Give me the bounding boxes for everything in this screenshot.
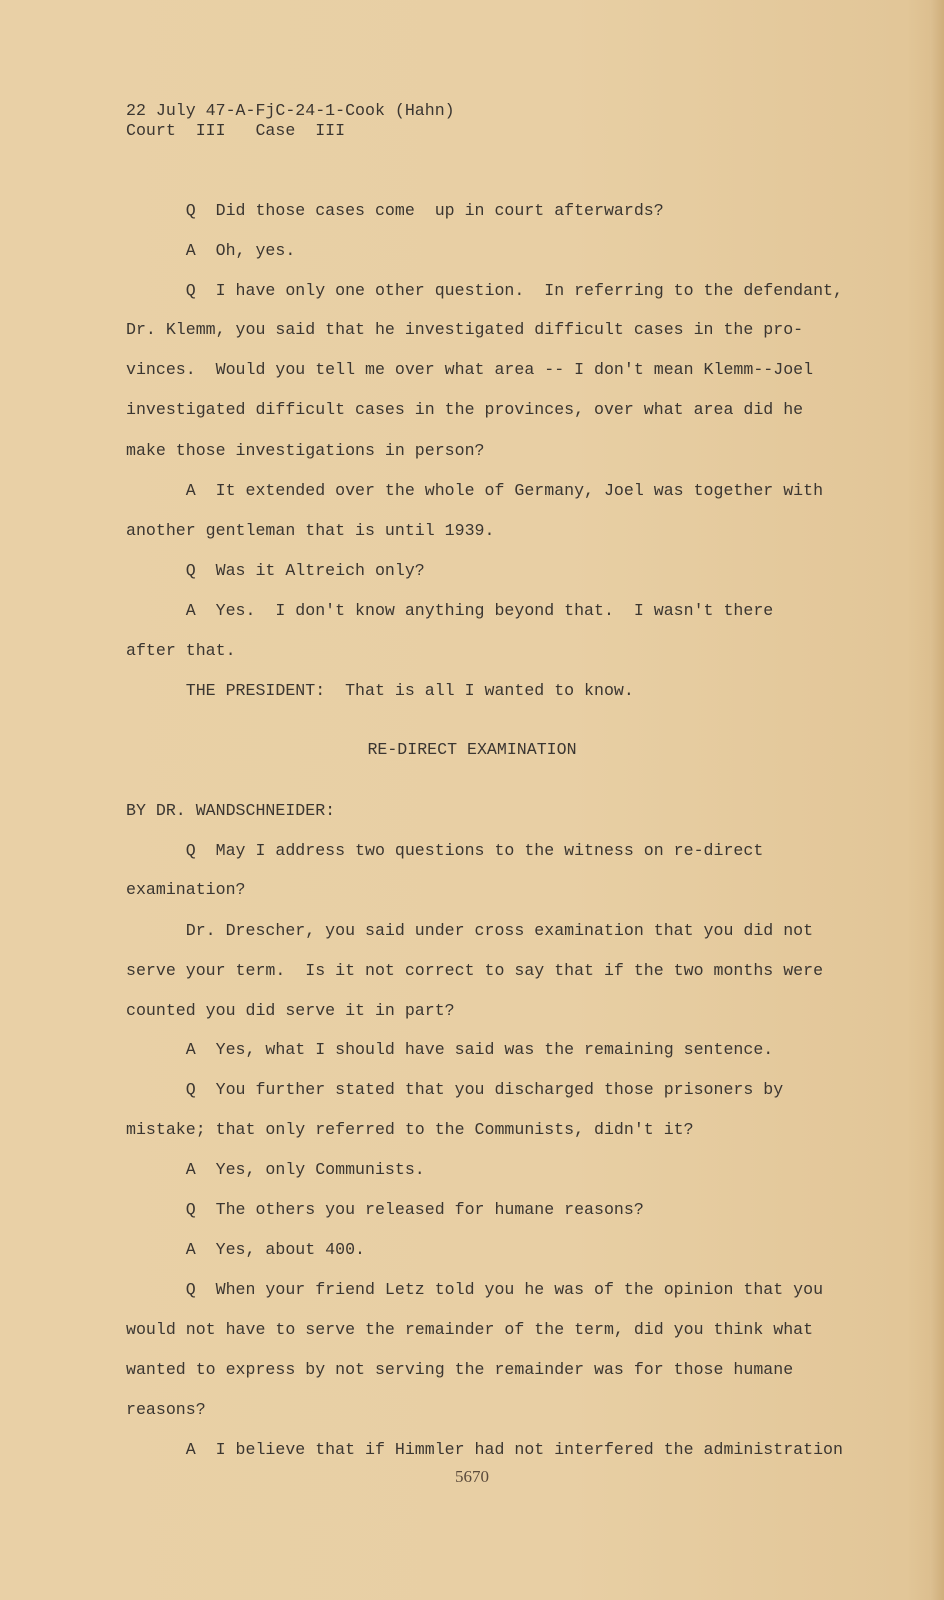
page-number: 5670 <box>455 1467 489 1486</box>
transcript-line: would not have to serve the remainder of the term, did you think what <box>126 1320 814 1339</box>
transcript-line: wanted to express by not serving the remainder was for those humane <box>126 1360 794 1379</box>
transcript-line: another gentleman that is until 1939. <box>126 521 495 540</box>
transcript-line: A Yes, about 400. <box>126 1240 365 1259</box>
transcript-line: Q The others you released for humane reasons? <box>126 1200 644 1219</box>
transcript-line: make those investigations in person? <box>126 441 485 460</box>
transcript-line: Q Did those cases come up in court afterwards? <box>126 201 664 220</box>
section-heading: RE-DIRECT EXAMINATION <box>367 740 577 759</box>
transcript-line: A Yes, only Communists. <box>126 1160 425 1179</box>
transcript-line: after that. <box>126 641 236 660</box>
transcript-line: Q May I address two questions to the witness on re-direct <box>126 841 764 860</box>
transcript-line: Q You further stated that you discharged those prisoners by <box>126 1080 784 1099</box>
transcript-line: A Oh, yes. <box>126 241 296 260</box>
header-court-case: Court III Case III <box>126 121 346 140</box>
transcript-line: counted you did serve it in part? <box>126 1001 455 1020</box>
transcript-line: vinces. Would you tell me over what area -- I don't mean Klemm--Joel <box>126 360 814 379</box>
header-case-reference: 22 July 47-A-FjC-24-1-Cook (Hahn) <box>126 101 455 120</box>
transcript-line: A I believe that if Himmler had not interfered the administration <box>126 1440 843 1459</box>
transcript-line: mistake; that only referred to the Communists, didn't it? <box>126 1120 694 1139</box>
examiner-label: BY DR. WANDSCHNEIDER: <box>126 801 336 820</box>
transcript-line: Dr. Drescher, you said under cross examination that you did not <box>126 921 814 940</box>
transcript-line: reasons? <box>126 1400 206 1419</box>
transcript-line: investigated difficult cases in the provinces, over what area did he <box>126 400 804 419</box>
page-edge <box>930 0 944 1600</box>
transcript-line: Q When your friend Letz told you he was of the opinion that you <box>126 1280 824 1299</box>
transcript-line: Dr. Klemm, you said that he investigated difficult cases in the pro- <box>126 320 804 339</box>
transcript-line: serve your term. Is it not correct to say that if the two months were <box>126 961 824 980</box>
transcript-line: A Yes, what I should have said was the remaining sentence. <box>126 1040 774 1059</box>
transcript-line: examination? <box>126 880 246 899</box>
transcript-line: Q Was it Altreich only? <box>126 561 425 580</box>
transcript-line: A Yes. I don't know anything beyond that. I wasn't there <box>126 601 774 620</box>
transcript-line: A It extended over the whole of Germany, Joel was together with <box>126 481 824 500</box>
transcript-line: Q I have only one other question. In referring to the defendant, <box>126 281 843 300</box>
transcript-line: THE PRESIDENT: That is all I wanted to know. <box>126 681 634 700</box>
